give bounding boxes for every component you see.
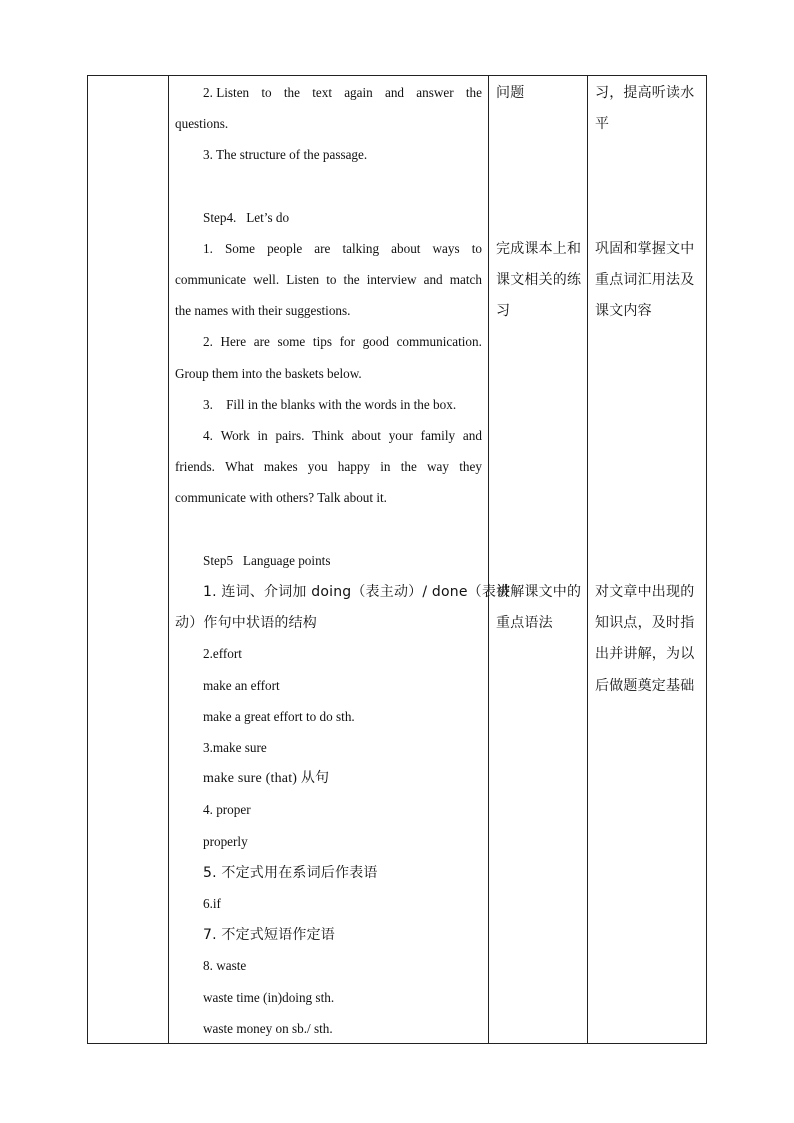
word: way [427,459,449,474]
word: for [339,334,355,349]
intent-line: 课文内容 [595,303,652,319]
intent-line: 习，提高听读水 [595,85,695,101]
word: 4. [203,428,213,443]
column-divider [488,76,489,1043]
language-point: 8. waste [203,958,247,973]
word: and [462,428,482,443]
paragraph-line: the names with their suggestions. [175,303,351,318]
language-point: 4. proper [203,802,251,817]
paragraph-line [203,85,482,101]
activity-line: 重点语法 [496,615,553,631]
activity-line: 完成课本上和 [496,241,582,257]
word: 1. [203,241,213,256]
intent-line: 后做题奠定基础 [595,678,695,694]
design-intent-cell [595,76,705,1043]
step-heading: Step5 Language points [203,553,331,568]
word: answer [416,85,454,100]
word: in [380,459,391,474]
word: about [351,428,381,443]
language-point: properly [203,834,248,849]
student-activity-cell [496,76,584,1043]
language-point: 3.make sure [203,740,267,755]
empty-column-cell [88,76,168,1043]
paragraph-line: communicate with others? Talk about it. [175,490,387,505]
paragraph-line: questions. [175,116,229,131]
word: ways [432,241,460,256]
word: people [267,241,303,256]
word: to [261,85,272,100]
word: and [384,85,405,100]
word: the [283,85,300,100]
language-point: waste time (in)doing sth. [203,990,335,1005]
language-point: 5. 不定式用在系词后作表语 [203,865,378,881]
word: family [420,428,456,443]
paragraph-line: 3. The structure of the passage. [203,147,368,162]
word: match [449,272,482,287]
word: to [326,272,337,287]
paragraph-line: 1. 连词、介词加 doing（表主动）/ done（表被 [203,584,511,600]
word: communicate [175,272,247,287]
activity-line: 问题 [496,85,525,101]
word: to [471,241,482,256]
word: some [277,334,306,349]
paragraph-line [203,334,482,350]
language-point: make sure (that) 从句 [203,771,330,786]
language-point: 6.if [203,896,221,911]
word: about [391,241,421,256]
word: text [312,85,332,100]
language-point: 7. 不定式短语作定语 [203,927,336,943]
paragraph-line: 动）作句中状语的结构 [175,615,317,631]
word: in [257,428,268,443]
paragraph-line [203,241,482,257]
word: well. [253,272,280,287]
word: are [253,334,270,349]
paragraph-line [175,459,482,475]
intent-line: 知识点，及时指 [595,615,695,631]
word: again [344,85,373,100]
word: good [362,334,389,349]
word: Some [224,241,255,256]
activity-line: 课文相关的练 [496,272,582,288]
word: 2. [203,334,213,349]
paragraph-line: Group them into the baskets below. [175,366,362,381]
lesson-plan-table [87,75,707,1044]
word: Listen [286,272,320,287]
word: and [423,272,443,287]
intent-line: 巩固和掌握文中 [595,241,695,257]
paragraph-line [175,272,482,288]
language-point: waste money on sb./ sth. [203,1021,333,1036]
intent-line: 平 [595,116,610,132]
paragraph-line: 3. Fill in the blanks with the words in the box. [203,397,457,412]
word: talking [342,241,380,256]
paragraph-line [203,428,482,444]
column-divider [168,76,169,1043]
language-point: make an effort [203,678,280,693]
word: tips [312,334,332,349]
activity-line: 习 [496,303,511,319]
language-point: 2.effort [203,646,242,661]
word: 2. Listen [203,85,250,100]
word: communication. [396,334,482,349]
word: the [400,459,417,474]
word: makes [263,459,298,474]
word: pairs. [275,428,305,443]
word: What [225,459,254,474]
column-divider [587,76,588,1043]
intent-line: 出并讲解，为以 [595,646,695,662]
word: Work [220,428,250,443]
word: interview [366,272,417,287]
word: Here [220,334,247,349]
word: the [343,272,360,287]
language-point: make a great effort to do sth. [203,709,355,724]
word: they [459,459,482,474]
word: happy [337,459,371,474]
word: Think [312,428,344,443]
word: you [307,459,328,474]
activity-line: 讲解课文中的 [496,584,582,600]
step-heading: Step4. Let’s do [203,210,290,225]
word: are [314,241,331,256]
word: the [465,85,482,100]
intent-line: 重点词汇用法及 [595,272,695,288]
intent-line: 对文章中出现的 [595,584,695,600]
word: friends. [175,459,215,474]
word: your [388,428,413,443]
